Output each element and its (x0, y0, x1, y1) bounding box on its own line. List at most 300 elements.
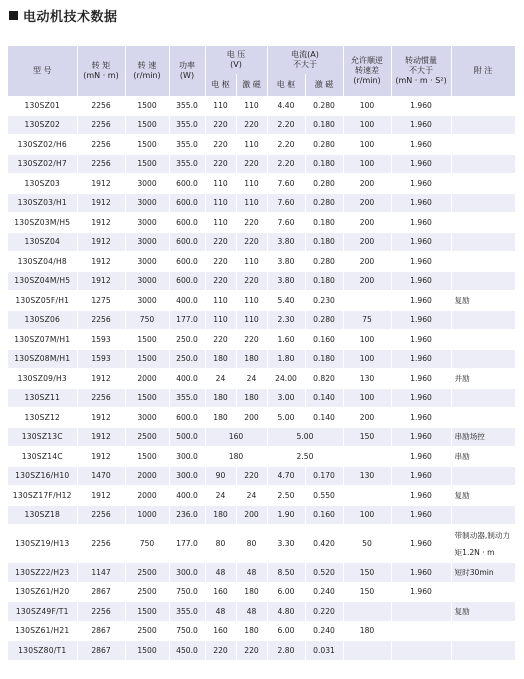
cell-speed: 3000 (125, 193, 169, 213)
cell-speed-diff: 200 (343, 252, 391, 272)
cell-current-armature: 7.60 (267, 213, 305, 233)
cell-current-excitation: 0.280 (305, 310, 343, 330)
cell-torque: 1912 (77, 486, 125, 506)
cell-inertia: 1.960 (391, 563, 451, 583)
cell-model: 130SZ06 (8, 310, 77, 330)
cell-model: 130SZ18 (8, 505, 77, 525)
cell-note: 短时30min (451, 563, 515, 583)
cell-torque: 2256 (77, 525, 125, 563)
header-current-armature: 电 枢 (267, 74, 305, 96)
cell-speed-diff: 200 (343, 271, 391, 291)
cell-model: 130SZ04/H8 (8, 252, 77, 272)
cell-inertia: 1.960 (391, 408, 451, 428)
cell-inertia: 1.960 (391, 291, 451, 311)
cell-note (451, 349, 515, 369)
cell-inertia: 1.960 (391, 310, 451, 330)
cell-speed-diff: 100 (343, 388, 391, 408)
cell-current: 2.50 (267, 447, 343, 467)
cell-voltage-armature: 48 (205, 602, 236, 622)
cell-note: 带制动器,制动力矩1.2N · m (451, 525, 515, 563)
cell-current-armature: 2.50 (267, 486, 305, 506)
cell-power: 600.0 (169, 271, 205, 291)
cell-voltage-armature: 24 (205, 369, 236, 389)
cell-current-excitation: 0.820 (305, 369, 343, 389)
cell-current-excitation: 0.160 (305, 330, 343, 350)
heading-bullet-icon (9, 11, 18, 20)
cell-model: 130SZ07M/H1 (8, 330, 77, 350)
cell-torque: 1912 (77, 252, 125, 272)
cell-model: 130SZ04 (8, 232, 77, 252)
cell-torque: 2256 (77, 388, 125, 408)
table-row (8, 291, 515, 311)
cell-speed-diff: 100 (343, 154, 391, 174)
table-row (8, 213, 515, 233)
cell-voltage: 160 (205, 427, 267, 447)
cell-speed-diff: 100 (343, 135, 391, 155)
cell-speed: 1500 (125, 602, 169, 622)
cell-current-excitation: 0.280 (305, 193, 343, 213)
cell-inertia: 1.960 (391, 349, 451, 369)
cell-power: 355.0 (169, 154, 205, 174)
cell-torque: 2256 (77, 96, 125, 115)
cell-torque: 1912 (77, 193, 125, 213)
cell-speed: 1500 (125, 349, 169, 369)
cell-voltage-excitation: 110 (236, 193, 267, 213)
header-voltage-excitation: 激 磁 (236, 74, 267, 96)
cell-voltage-excitation: 180 (236, 388, 267, 408)
cell-speed-diff (343, 486, 391, 506)
cell-voltage-excitation: 110 (236, 96, 267, 115)
cell-model: 130SZ14C (8, 447, 77, 467)
cell-power: 355.0 (169, 115, 205, 135)
cell-note: 串励 (451, 447, 515, 467)
cell-current-excitation: 0.140 (305, 388, 343, 408)
cell-inertia: 1.960 (391, 252, 451, 272)
cell-power: 750.0 (169, 582, 205, 602)
cell-voltage-excitation: 200 (236, 505, 267, 525)
cell-speed: 2500 (125, 621, 169, 641)
cell-torque: 1470 (77, 466, 125, 486)
cell-voltage-excitation: 220 (236, 213, 267, 233)
cell-model: 130SZ05F/H1 (8, 291, 77, 311)
cell-current-excitation: 0.520 (305, 563, 343, 583)
cell-current-armature: 7.60 (267, 193, 305, 213)
cell-voltage-armature: 48 (205, 563, 236, 583)
cell-speed: 2000 (125, 369, 169, 389)
cell-voltage-excitation: 220 (236, 641, 267, 661)
cell-current-armature: 6.00 (267, 621, 305, 641)
cell-speed: 1500 (125, 96, 169, 115)
cell-speed-diff: 50 (343, 525, 391, 563)
cell-speed-diff (343, 291, 391, 311)
cell-speed: 1500 (125, 154, 169, 174)
table-row (8, 115, 515, 135)
cell-current-excitation: 0.230 (305, 291, 343, 311)
cell-inertia (391, 602, 451, 622)
cell-inertia: 1.960 (391, 96, 451, 115)
cell-voltage-armature: 220 (205, 252, 236, 272)
cell-model: 130SZ12 (8, 408, 77, 428)
cell-model: 130SZ49F/T1 (8, 602, 77, 622)
cell-model: 130SZ22/H23 (8, 563, 77, 583)
table-row (8, 193, 515, 213)
cell-torque: 1593 (77, 330, 125, 350)
cell-note (451, 641, 515, 661)
table-row (8, 232, 515, 252)
cell-voltage-armature: 110 (205, 213, 236, 233)
cell-note (451, 232, 515, 252)
cell-torque: 2256 (77, 602, 125, 622)
cell-voltage-armature: 110 (205, 310, 236, 330)
cell-voltage-excitation: 220 (236, 271, 267, 291)
table-row (8, 135, 515, 155)
cell-speed-diff (343, 447, 391, 467)
cell-voltage-armature: 220 (205, 154, 236, 174)
cell-current-excitation: 0.140 (305, 408, 343, 428)
table-row (8, 330, 515, 350)
cell-model: 130SZ01 (8, 96, 77, 115)
cell-voltage-excitation: 80 (236, 525, 267, 563)
cell-speed: 750 (125, 310, 169, 330)
cell-current-armature: 3.80 (267, 232, 305, 252)
cell-current-armature: 24.00 (267, 369, 305, 389)
cell-inertia: 1.960 (391, 505, 451, 525)
cell-voltage-armature: 180 (205, 505, 236, 525)
cell-power: 355.0 (169, 96, 205, 115)
cell-voltage-excitation: 220 (236, 154, 267, 174)
cell-torque: 2256 (77, 154, 125, 174)
cell-current-excitation: 0.160 (305, 505, 343, 525)
cell-power: 400.0 (169, 369, 205, 389)
cell-speed: 1000 (125, 505, 169, 525)
cell-torque: 2867 (77, 582, 125, 602)
header-torque: 转 矩 (mN · m) (77, 46, 125, 96)
cell-speed-diff: 130 (343, 466, 391, 486)
cell-torque: 2867 (77, 621, 125, 641)
cell-note: 复励 (451, 291, 515, 311)
cell-power: 600.0 (169, 232, 205, 252)
cell-speed: 2500 (125, 582, 169, 602)
cell-model: 130SZ19/H13 (8, 525, 77, 563)
cell-speed-diff: 100 (343, 349, 391, 369)
cell-speed: 750 (125, 525, 169, 563)
cell-torque: 1912 (77, 447, 125, 467)
cell-current-excitation: 0.550 (305, 486, 343, 506)
cell-note (451, 252, 515, 272)
cell-current-excitation: 0.240 (305, 621, 343, 641)
cell-voltage-armature: 220 (205, 271, 236, 291)
cell-voltage: 180 (205, 447, 267, 467)
cell-inertia: 1.960 (391, 466, 451, 486)
cell-voltage-excitation: 24 (236, 369, 267, 389)
cell-current-excitation: 0.220 (305, 602, 343, 622)
cell-speed: 3000 (125, 408, 169, 428)
cell-voltage-armature: 80 (205, 525, 236, 563)
cell-torque: 1912 (77, 174, 125, 194)
cell-current: 5.00 (267, 427, 343, 447)
cell-power: 355.0 (169, 135, 205, 155)
table-row (8, 310, 515, 330)
cell-model: 130SZ02/H6 (8, 135, 77, 155)
cell-speed-diff: 200 (343, 174, 391, 194)
cell-speed: 2000 (125, 466, 169, 486)
cell-inertia: 1.960 (391, 369, 451, 389)
cell-model: 130SZ03/H1 (8, 193, 77, 213)
table-row (8, 271, 515, 291)
cell-model: 130SZ61/H21 (8, 621, 77, 641)
cell-inertia: 1.960 (391, 330, 451, 350)
cell-current-excitation: 0.280 (305, 135, 343, 155)
cell-note (451, 582, 515, 602)
cell-speed-diff: 200 (343, 408, 391, 428)
cell-power: 177.0 (169, 310, 205, 330)
cell-torque: 1147 (77, 563, 125, 583)
cell-current-armature: 1.60 (267, 330, 305, 350)
cell-voltage-excitation: 48 (236, 563, 267, 583)
cell-power: 300.0 (169, 447, 205, 467)
cell-current-excitation: 0.180 (305, 271, 343, 291)
cell-torque: 1912 (77, 427, 125, 447)
cell-speed-diff: 100 (343, 115, 391, 135)
header-voltage: 电 压 (V) (205, 46, 267, 74)
cell-speed: 1500 (125, 447, 169, 467)
cell-note (451, 96, 515, 115)
cell-speed: 1500 (125, 115, 169, 135)
cell-speed: 3000 (125, 174, 169, 194)
cell-current-armature: 4.80 (267, 602, 305, 622)
cell-speed-diff: 150 (343, 563, 391, 583)
cell-inertia: 1.960 (391, 213, 451, 233)
cell-inertia: 1.960 (391, 232, 451, 252)
cell-torque: 2256 (77, 135, 125, 155)
cell-torque: 1912 (77, 232, 125, 252)
cell-note (451, 466, 515, 486)
cell-voltage-armature: 220 (205, 330, 236, 350)
cell-voltage-armature: 220 (205, 232, 236, 252)
cell-power: 236.0 (169, 505, 205, 525)
cell-torque: 2256 (77, 115, 125, 135)
cell-speed-diff: 150 (343, 582, 391, 602)
cell-speed-diff: 180 (343, 621, 391, 641)
cell-voltage-armature: 220 (205, 135, 236, 155)
cell-power: 250.0 (169, 330, 205, 350)
cell-voltage-armature: 110 (205, 193, 236, 213)
cell-current-excitation: 0.180 (305, 115, 343, 135)
header-speed-diff: 允许顺逆 转速差 (r/min) (343, 46, 391, 96)
cell-voltage-excitation: 220 (236, 466, 267, 486)
cell-power: 600.0 (169, 252, 205, 272)
header-current-excitation: 激 磁 (305, 74, 343, 96)
cell-current-excitation: 0.280 (305, 96, 343, 115)
cell-note (451, 271, 515, 291)
cell-current-armature: 2.20 (267, 115, 305, 135)
cell-voltage-armature: 110 (205, 174, 236, 194)
table-row (8, 582, 515, 602)
cell-model: 130SZ16/H10 (8, 466, 77, 486)
cell-voltage-excitation: 48 (236, 602, 267, 622)
cell-voltage-armature: 160 (205, 582, 236, 602)
cell-speed-diff: 200 (343, 232, 391, 252)
cell-power: 450.0 (169, 641, 205, 661)
header-note: 附 注 (451, 46, 515, 96)
cell-power: 600.0 (169, 213, 205, 233)
table-header (8, 46, 515, 96)
cell-current-excitation: 0.240 (305, 582, 343, 602)
table-row (8, 369, 515, 389)
cell-power: 177.0 (169, 525, 205, 563)
cell-voltage-armature: 220 (205, 115, 236, 135)
cell-note (451, 621, 515, 641)
cell-current-armature: 2.80 (267, 641, 305, 661)
cell-model: 130SZ04M/H5 (8, 271, 77, 291)
cell-speed: 3000 (125, 271, 169, 291)
cell-power: 355.0 (169, 388, 205, 408)
cell-voltage-armature: 220 (205, 641, 236, 661)
cell-voltage-armature: 24 (205, 486, 236, 506)
cell-model: 130SZ80/T1 (8, 641, 77, 661)
cell-speed: 1500 (125, 388, 169, 408)
table-row (8, 466, 515, 486)
cell-torque: 2867 (77, 641, 125, 661)
cell-current-excitation: 0.180 (305, 232, 343, 252)
cell-voltage-armature: 180 (205, 388, 236, 408)
cell-power: 250.0 (169, 349, 205, 369)
cell-current-excitation: 0.180 (305, 349, 343, 369)
cell-speed-diff: 100 (343, 330, 391, 350)
table-row (8, 525, 515, 563)
cell-voltage-excitation: 180 (236, 349, 267, 369)
cell-model: 130SZ02 (8, 115, 77, 135)
cell-note (451, 135, 515, 155)
cell-note (451, 505, 515, 525)
cell-note: 复励 (451, 602, 515, 622)
cell-voltage-armature: 110 (205, 291, 236, 311)
cell-voltage-excitation: 180 (236, 582, 267, 602)
table-body (8, 96, 515, 660)
cell-power: 400.0 (169, 291, 205, 311)
cell-current-armature: 2.20 (267, 135, 305, 155)
header-power: 功率 (W) (169, 46, 205, 96)
cell-current-armature: 6.00 (267, 582, 305, 602)
cell-speed-diff: 75 (343, 310, 391, 330)
cell-speed-diff: 100 (343, 505, 391, 525)
cell-model: 130SZ03 (8, 174, 77, 194)
cell-note (451, 388, 515, 408)
cell-inertia: 1.960 (391, 447, 451, 467)
cell-current-armature: 4.70 (267, 466, 305, 486)
cell-voltage-excitation: 220 (236, 115, 267, 135)
cell-torque: 1912 (77, 271, 125, 291)
cell-inertia: 1.960 (391, 486, 451, 506)
cell-torque: 1593 (77, 349, 125, 369)
table-row (8, 154, 515, 174)
cell-inertia (391, 641, 451, 661)
cell-model: 130SZ11 (8, 388, 77, 408)
cell-note (451, 193, 515, 213)
cell-current-armature: 3.80 (267, 271, 305, 291)
cell-speed: 3000 (125, 232, 169, 252)
cell-current-armature: 1.80 (267, 349, 305, 369)
cell-note: 并励 (451, 369, 515, 389)
cell-power: 600.0 (169, 174, 205, 194)
table-row (8, 252, 515, 272)
cell-inertia: 1.960 (391, 525, 451, 563)
cell-model: 130SZ03M/H5 (8, 213, 77, 233)
cell-current-excitation: 0.180 (305, 213, 343, 233)
page-title: 电动机技术数据 (23, 9, 118, 25)
cell-current-excitation: 0.420 (305, 525, 343, 563)
cell-current-excitation: 0.031 (305, 641, 343, 661)
cell-power: 400.0 (169, 486, 205, 506)
cell-speed-diff: 200 (343, 213, 391, 233)
table-row (8, 563, 515, 583)
cell-current-armature: 2.30 (267, 310, 305, 330)
cell-inertia: 1.960 (391, 427, 451, 447)
cell-power: 300.0 (169, 466, 205, 486)
cell-torque: 1275 (77, 291, 125, 311)
cell-model: 130SZ17F/H12 (8, 486, 77, 506)
cell-voltage-armature: 90 (205, 466, 236, 486)
cell-speed: 1500 (125, 641, 169, 661)
cell-power: 600.0 (169, 193, 205, 213)
table-row (8, 427, 515, 447)
table-row (8, 602, 515, 622)
cell-speed: 2000 (125, 486, 169, 506)
table-row (8, 174, 515, 194)
cell-current-armature: 2.20 (267, 154, 305, 174)
cell-speed-diff: 130 (343, 369, 391, 389)
cell-inertia: 1.960 (391, 582, 451, 602)
header-inertia: 转动惯量 不大于 (mN · m · S²) (391, 46, 451, 96)
cell-torque: 1912 (77, 213, 125, 233)
cell-power: 300.0 (169, 563, 205, 583)
cell-current-armature: 3.80 (267, 252, 305, 272)
cell-voltage-excitation: 110 (236, 291, 267, 311)
cell-inertia: 1.960 (391, 154, 451, 174)
table-row (8, 349, 515, 369)
cell-inertia: 1.960 (391, 174, 451, 194)
cell-inertia: 1.960 (391, 193, 451, 213)
cell-voltage-excitation: 110 (236, 135, 267, 155)
cell-power: 500.0 (169, 427, 205, 447)
cell-current-excitation: 0.170 (305, 466, 343, 486)
table-row (8, 388, 515, 408)
table-row (8, 447, 515, 467)
cell-speed: 3000 (125, 252, 169, 272)
header-voltage-armature: 电 枢 (205, 74, 236, 96)
cell-voltage-armature: 180 (205, 349, 236, 369)
header-current: 电流(A) 不大于 (267, 46, 343, 74)
cell-voltage-excitation: 110 (236, 310, 267, 330)
cell-model: 130SZ02/H7 (8, 154, 77, 174)
cell-note (451, 330, 515, 350)
cell-speed: 1500 (125, 135, 169, 155)
table-row (8, 505, 515, 525)
cell-current-armature: 5.40 (267, 291, 305, 311)
cell-speed-diff: 150 (343, 427, 391, 447)
cell-inertia: 1.960 (391, 135, 451, 155)
cell-power: 600.0 (169, 408, 205, 428)
cell-voltage-armature: 160 (205, 621, 236, 641)
cell-current-armature: 3.30 (267, 525, 305, 563)
header-speed: 转 速 (r/min) (125, 46, 169, 96)
table-row (8, 96, 515, 115)
cell-speed-diff (343, 641, 391, 661)
cell-torque: 1912 (77, 369, 125, 389)
cell-inertia: 1.960 (391, 271, 451, 291)
page-heading (9, 6, 118, 24)
cell-current-excitation: 0.280 (305, 252, 343, 272)
